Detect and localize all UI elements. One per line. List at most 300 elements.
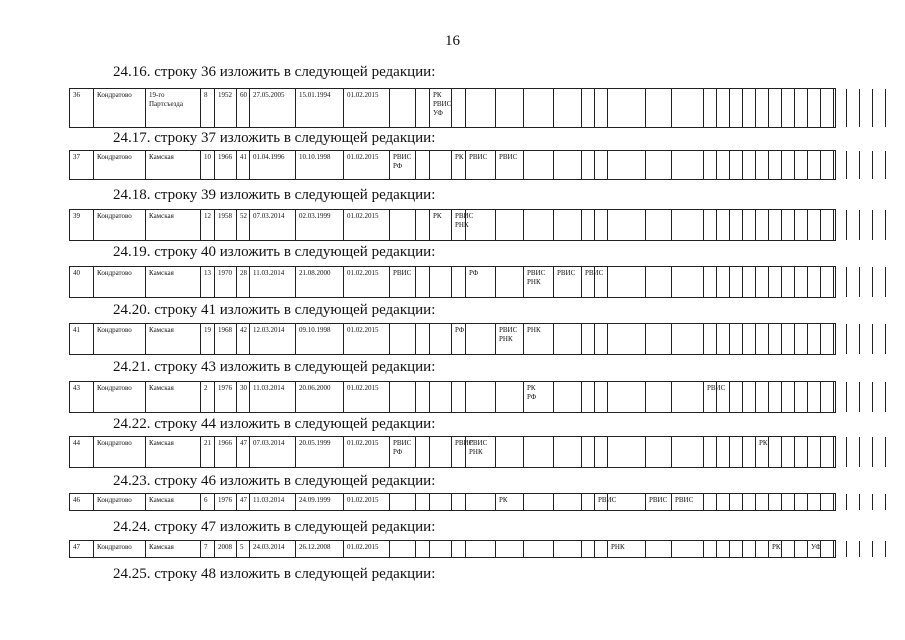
table-cell: [430, 541, 452, 557]
table-cell: [743, 89, 756, 127]
table-cell: 01.02.2015: [344, 437, 390, 467]
table-cell: 07.03.2014: [250, 210, 296, 240]
table-cell: [886, 89, 899, 127]
table-cell: [756, 494, 769, 510]
table-cell: РК: [769, 541, 782, 557]
table-cell: [808, 210, 821, 240]
table-cell: [554, 382, 582, 412]
table-cell: [704, 324, 717, 354]
table-cell: [430, 437, 452, 467]
table-cell: [416, 151, 430, 179]
table-cell: [496, 382, 524, 412]
table-cell: [782, 151, 795, 179]
table-cell: [524, 151, 554, 179]
table-cell: [554, 210, 582, 240]
section-heading: 24.25. строку 48 изложить в следующей редакции:: [113, 566, 436, 582]
table-cell: [743, 324, 756, 354]
table-cell: 1952: [215, 89, 237, 127]
table-cell: Камская: [146, 267, 201, 297]
table-cell: [808, 324, 821, 354]
table-cell: Кондратово: [94, 382, 146, 412]
table-cell: [847, 267, 860, 297]
table-cell: [782, 437, 795, 467]
section-heading: 24.17. строку 37 изложить в следующей редакции:: [113, 130, 436, 146]
table-cell: Камская: [146, 494, 201, 510]
table-cell: 01.02.2015: [344, 494, 390, 510]
table-cell: РВИС: [595, 494, 608, 510]
table-cell: [496, 89, 524, 127]
table-cell: [756, 210, 769, 240]
page-number: 16: [445, 33, 460, 49]
table-cell: 09.10.1998: [296, 324, 344, 354]
table-cell: [769, 151, 782, 179]
table-cell: 1968: [215, 324, 237, 354]
table-row: [69, 540, 836, 558]
table-cell: 02.03.1999: [296, 210, 344, 240]
table-cell: [847, 324, 860, 354]
table-cell: [808, 437, 821, 467]
table-cell: [416, 324, 430, 354]
table-cell: [496, 541, 524, 557]
table-cell: РВИС РНК: [524, 267, 554, 297]
table-cell: [646, 324, 672, 354]
table-cell: [769, 324, 782, 354]
section-heading: 24.21. строку 43 изложить в следующей редакции:: [113, 359, 436, 375]
table-cell: РВИС: [496, 151, 524, 179]
table-cell: [524, 210, 554, 240]
table-cell: [873, 494, 886, 510]
table-cell: [834, 210, 847, 240]
table-cell: [582, 151, 595, 179]
table-cell: [730, 494, 743, 510]
table-cell: [595, 437, 608, 467]
table-cell: [646, 437, 672, 467]
table-cell: [808, 494, 821, 510]
table-cell: [873, 541, 886, 557]
table-cell: 2: [201, 382, 215, 412]
table-cell: [554, 541, 582, 557]
table-cell: [582, 89, 595, 127]
section-heading: 24.18. строку 39 изложить в следующей редакции:: [113, 187, 436, 203]
table-cell: [886, 437, 899, 467]
table-cell: 8: [201, 89, 215, 127]
table-cell: 21: [201, 437, 215, 467]
table-cell: [756, 324, 769, 354]
table-cell: РК РФ: [524, 382, 554, 412]
table-cell: [390, 382, 416, 412]
table-cell: Кондратово: [94, 324, 146, 354]
table-cell: РВИС РНК: [452, 210, 466, 240]
table-cell: [860, 151, 873, 179]
table-row: [69, 323, 836, 355]
table-cell: 24.09.1999: [296, 494, 344, 510]
table-cell: [756, 382, 769, 412]
table-cell: [782, 210, 795, 240]
table-cell: 19: [201, 324, 215, 354]
table-cell: [717, 494, 730, 510]
table-cell: [672, 89, 704, 127]
table-cell: [769, 89, 782, 127]
table-cell: [672, 151, 704, 179]
table-cell: [860, 437, 873, 467]
table-cell: [430, 267, 452, 297]
table-cell: [808, 89, 821, 127]
table-cell: [860, 324, 873, 354]
table-cell: Камская: [146, 382, 201, 412]
table-cell: 01.04.1996: [250, 151, 296, 179]
table-cell: Камская: [146, 541, 201, 557]
table-cell: [795, 89, 808, 127]
table-cell: [466, 89, 496, 127]
table-cell: [608, 210, 646, 240]
table-cell: [860, 267, 873, 297]
table-cell: [717, 151, 730, 179]
table-cell: 1958: [215, 210, 237, 240]
table-cell: [886, 210, 899, 240]
table-cell: 47: [237, 494, 250, 510]
table-cell: 1966: [215, 437, 237, 467]
table-cell: РК: [756, 437, 769, 467]
table-cell: [756, 151, 769, 179]
table-cell: Кондратово: [94, 494, 146, 510]
table-cell: [717, 267, 730, 297]
table-cell: [608, 324, 646, 354]
table-cell: 37: [70, 151, 94, 179]
table-cell: 47: [70, 541, 94, 557]
table-cell: [769, 382, 782, 412]
table-cell: [595, 541, 608, 557]
table-cell: [795, 324, 808, 354]
table-cell: [582, 494, 595, 510]
table-cell: 01.02.2015: [344, 210, 390, 240]
table-cell: [860, 541, 873, 557]
table-cell: [496, 210, 524, 240]
table-cell: [554, 151, 582, 179]
table-cell: 10: [201, 151, 215, 179]
table-cell: 30: [237, 382, 250, 412]
table-cell: [672, 437, 704, 467]
table-cell: [430, 324, 452, 354]
table-cell: [795, 267, 808, 297]
table-cell: [834, 89, 847, 127]
table-cell: 07.03.2014: [250, 437, 296, 467]
table-cell: 20.06.2000: [296, 382, 344, 412]
table-cell: [847, 382, 860, 412]
table-cell: [782, 89, 795, 127]
table-cell: 43: [70, 382, 94, 412]
table-cell: [646, 89, 672, 127]
table-cell: 41: [237, 151, 250, 179]
table-cell: [704, 267, 717, 297]
table-row: [69, 381, 836, 413]
table-cell: [717, 541, 730, 557]
table-cell: Камская: [146, 324, 201, 354]
table-cell: [704, 437, 717, 467]
table-cell: [416, 210, 430, 240]
table-cell: [416, 494, 430, 510]
table-cell: [795, 151, 808, 179]
table-cell: [582, 382, 595, 412]
table-cell: [743, 267, 756, 297]
table-cell: РНК: [608, 541, 646, 557]
table-cell: [834, 437, 847, 467]
table-cell: 44: [70, 437, 94, 467]
table-cell: [582, 324, 595, 354]
section-heading: 24.19. строку 40 изложить в следующей редакции:: [113, 244, 436, 260]
table-cell: [554, 437, 582, 467]
table-cell: [821, 382, 834, 412]
table-cell: [821, 151, 834, 179]
table-cell: [730, 541, 743, 557]
table-cell: [821, 210, 834, 240]
table-cell: [756, 541, 769, 557]
table-cell: [496, 437, 524, 467]
table-cell: РК: [496, 494, 524, 510]
table-cell: [873, 210, 886, 240]
table-cell: [873, 437, 886, 467]
table-cell: Кондратово: [94, 437, 146, 467]
table-cell: 13: [201, 267, 215, 297]
table-cell: [782, 382, 795, 412]
table-cell: [730, 89, 743, 127]
table-cell: 01.02.2015: [344, 267, 390, 297]
table-cell: [608, 437, 646, 467]
table-cell: РК: [452, 151, 466, 179]
table-cell: [834, 324, 847, 354]
table-cell: [782, 541, 795, 557]
table-cell: [496, 267, 524, 297]
table-cell: [782, 324, 795, 354]
table-cell: [730, 382, 743, 412]
table-cell: [704, 494, 717, 510]
table-cell: [717, 324, 730, 354]
table-cell: [847, 210, 860, 240]
table-cell: 7: [201, 541, 215, 557]
table-cell: [730, 151, 743, 179]
table-cell: РК: [430, 210, 452, 240]
table-cell: [717, 210, 730, 240]
table-cell: [873, 151, 886, 179]
table-cell: [743, 541, 756, 557]
table-cell: 20.05.1999: [296, 437, 344, 467]
table-cell: [608, 89, 646, 127]
table-cell: Кондратово: [94, 267, 146, 297]
table-cell: [554, 494, 582, 510]
table-cell: [769, 494, 782, 510]
table-cell: [730, 324, 743, 354]
section-heading: 24.22. строку 44 изложить в следующей редакции:: [113, 416, 436, 432]
table-cell: [390, 89, 416, 127]
table-cell: 2008: [215, 541, 237, 557]
table-cell: [430, 382, 452, 412]
table-cell: [808, 382, 821, 412]
table-cell: [452, 382, 466, 412]
table-cell: [704, 151, 717, 179]
table-cell: 21.08.2000: [296, 267, 344, 297]
table-cell: [873, 324, 886, 354]
table-cell: [886, 151, 899, 179]
table-cell: [672, 541, 704, 557]
table-cell: [595, 267, 608, 297]
table-cell: [466, 210, 496, 240]
table-cell: [860, 210, 873, 240]
table-cell: [582, 437, 595, 467]
table-cell: РВИС: [646, 494, 672, 510]
table-cell: [466, 324, 496, 354]
table-cell: [704, 89, 717, 127]
table-cell: РВИС РНК: [496, 324, 524, 354]
table-cell: [595, 382, 608, 412]
table-cell: [582, 541, 595, 557]
table-cell: РВИС РФ: [390, 151, 416, 179]
table-cell: [466, 494, 496, 510]
table-cell: 60: [237, 89, 250, 127]
table-cell: [704, 541, 717, 557]
table-cell: [608, 267, 646, 297]
table-cell: 1966: [215, 151, 237, 179]
table-cell: [646, 541, 672, 557]
table-cell: 1976: [215, 494, 237, 510]
table-cell: [795, 382, 808, 412]
table-cell: [834, 267, 847, 297]
table-cell: 26.12.2008: [296, 541, 344, 557]
table-cell: РФ: [466, 267, 496, 297]
table-cell: [524, 494, 554, 510]
table-cell: РВИС: [672, 494, 704, 510]
table-cell: [886, 494, 899, 510]
table-cell: Камская: [146, 210, 201, 240]
table-cell: [808, 151, 821, 179]
table-cell: [821, 541, 834, 557]
table-cell: 01.02.2015: [344, 324, 390, 354]
table-cell: [743, 210, 756, 240]
table-cell: [847, 541, 860, 557]
table-cell: 19-го Партсъезда: [146, 89, 201, 127]
table-cell: [452, 494, 466, 510]
table-row: [69, 493, 836, 511]
table-cell: РВИС РФ: [390, 437, 416, 467]
table-cell: [672, 210, 704, 240]
table-cell: РФ: [452, 324, 466, 354]
table-cell: РВИС: [390, 267, 416, 297]
table-cell: [756, 267, 769, 297]
table-cell: [873, 382, 886, 412]
table-cell: [390, 494, 416, 510]
table-row: [69, 150, 836, 180]
section-heading: 24.24. строку 47 изложить в следующей редакции:: [113, 519, 436, 535]
table-cell: [743, 382, 756, 412]
table-cell: [873, 267, 886, 297]
table-cell: 01.02.2015: [344, 151, 390, 179]
table-cell: 47: [237, 437, 250, 467]
table-cell: 11.03.2014: [250, 267, 296, 297]
table-cell: [390, 210, 416, 240]
table-cell: 01.02.2015: [344, 382, 390, 412]
table-cell: [730, 437, 743, 467]
table-row: [69, 436, 836, 468]
table-cell: [886, 267, 899, 297]
table-cell: [795, 494, 808, 510]
table-cell: [646, 267, 672, 297]
section-heading: 24.16. строку 36 изложить в следующей редакции:: [113, 64, 436, 80]
table-cell: 41: [70, 324, 94, 354]
table-cell: 24.03.2014: [250, 541, 296, 557]
table-row: [69, 209, 836, 241]
table-cell: [821, 324, 834, 354]
table-cell: [795, 541, 808, 557]
table-cell: [834, 541, 847, 557]
table-cell: [717, 437, 730, 467]
table-cell: [821, 437, 834, 467]
table-cell: [847, 494, 860, 510]
table-cell: 52: [237, 210, 250, 240]
table-cell: [672, 324, 704, 354]
table-cell: [524, 541, 554, 557]
table-cell: [795, 437, 808, 467]
table-cell: РВИС: [554, 267, 582, 297]
table-cell: [886, 324, 899, 354]
table-cell: [743, 494, 756, 510]
table-cell: РВИС: [582, 267, 595, 297]
table-cell: [430, 151, 452, 179]
table-cell: [834, 494, 847, 510]
table-cell: [390, 541, 416, 557]
table-cell: РВИС: [452, 437, 466, 467]
table-cell: [756, 89, 769, 127]
table-cell: [595, 151, 608, 179]
table-cell: [769, 267, 782, 297]
table-cell: [466, 382, 496, 412]
table-cell: [847, 437, 860, 467]
section-heading: 24.20. строку 41 изложить в следующей редакции:: [113, 302, 436, 318]
table-cell: [847, 151, 860, 179]
table-cell: 11.03.2014: [250, 382, 296, 412]
table-cell: [416, 437, 430, 467]
table-cell: [646, 210, 672, 240]
table-cell: РК РВИС УФ: [430, 89, 452, 127]
table-cell: [452, 89, 466, 127]
table-cell: Кондратово: [94, 151, 146, 179]
table-cell: [554, 89, 582, 127]
table-cell: РВИС РНК: [466, 437, 496, 467]
table-cell: 01.02.2015: [344, 541, 390, 557]
table-cell: [416, 382, 430, 412]
table-cell: 28: [237, 267, 250, 297]
table-cell: [730, 210, 743, 240]
table-row: [69, 266, 836, 298]
table-cell: [782, 494, 795, 510]
table-cell: 1970: [215, 267, 237, 297]
table-cell: 01.02.2015: [344, 89, 390, 127]
table-cell: [769, 210, 782, 240]
table-cell: [886, 541, 899, 557]
table-cell: 11.03.2014: [250, 494, 296, 510]
table-cell: [860, 382, 873, 412]
table-cell: Камская: [146, 151, 201, 179]
table-cell: [769, 437, 782, 467]
table-cell: РВИС: [704, 382, 717, 412]
table-cell: 6: [201, 494, 215, 510]
table-cell: 27.05.2005: [250, 89, 296, 127]
table-cell: [524, 89, 554, 127]
table-cell: [847, 89, 860, 127]
table-cell: [416, 267, 430, 297]
table-cell: [416, 89, 430, 127]
table-row: [69, 88, 836, 128]
table-cell: [452, 541, 466, 557]
table-cell: 40: [70, 267, 94, 297]
table-cell: Кондратово: [94, 89, 146, 127]
